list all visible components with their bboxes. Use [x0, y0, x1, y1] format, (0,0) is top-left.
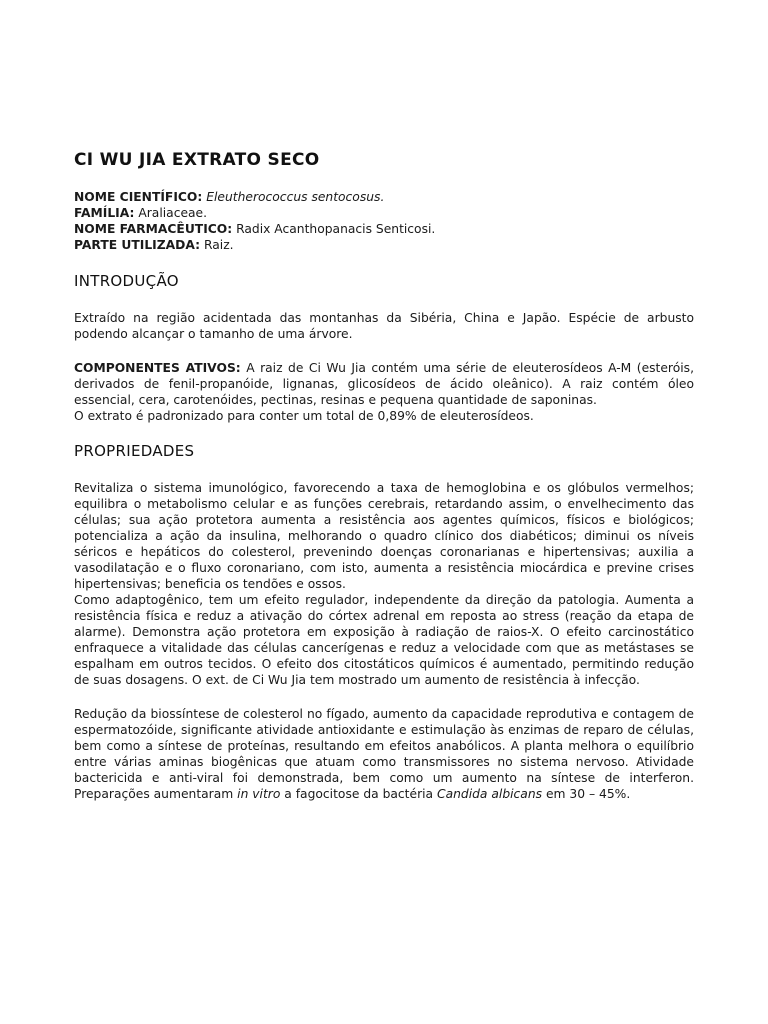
text-run-italic: Candida albicans — [436, 787, 543, 801]
text-run: a fagocitose da bactéria — [280, 787, 437, 801]
components-label: COMPONENTES ATIVOS: — [74, 361, 241, 375]
properties-heading: PROPRIEDADES — [74, 442, 195, 460]
meta-scientific-name — [74, 189, 694, 205]
properties-paragraph-1: Revitaliza o sistema imunológico, favorecendo a taxa de hemoglobina e os glóbulos vermelhos; equilibra o metabolismo celular e as funções cerebrais, retardando assim, o envelhecimento das células; sua ação protetora aumenta a resistência aos agentes químicos, físicos e biológicos; potencializa a ação da insulina, melhorando o quadro clínico dos diabéticos; diminui os níveis séricos e hepáticos do colesterol, prevenindo doenças coronarianas e hipertensivas; auxilia a vasodilatação e o fluxo coronariano, com isto, aumenta a resistência miocárdica e previne crises hipertensivas; beneficia os tendões e ossos. — [74, 481, 694, 591]
meta-label: NOME CIENTÍFICO: — [74, 190, 203, 204]
document-page — [74, 150, 694, 802]
meta-value: Eleutherococcus sentocosus. — [206, 190, 385, 204]
text-run-italic: in vitro — [237, 787, 281, 801]
intro-paragraph: Extraído na região acidentada das montanhas da Sibéria, China e Japão. Espécie de arbusto podendo alcançar o tamanho de uma árvore. — [74, 311, 694, 341]
meta-value: Radix Acanthopanacis Senticosi. — [236, 222, 436, 236]
meta-pharmaceutical-name — [74, 221, 694, 237]
metadata-block — [74, 189, 694, 253]
components-text: A raiz de Ci Wu Jia contém uma série de eleuterosídeos A-M (esteróis, derivados de fenil-propanóide, lignanas, glicosídeos de ácido oleânico). A raiz contém óleo essencial, cera, carotenóides, pectinas, resinas e pequena quantidade de saponinas. — [74, 361, 694, 407]
components-paragraph — [74, 360, 694, 408]
meta-label: PARTE UTILIZADA: — [74, 238, 201, 252]
meta-label: NOME FARMACÊUTICO: — [74, 222, 233, 236]
document-title: CI WU JIA EXTRATO SECO — [74, 150, 320, 170]
text-run: Redução da biossíntese de colesterol no fígado, aumento da capacidade reprodutiva e contagem de espermatozóide, significante atividade antioxidante e estimulação às enzimas de reparo de células, bem como a síntese de proteínas, resultando em efeitos anabólicos. A planta melhora o equilíbrio entre várias aminas biogênicas que atuam como transmissores no sistema nervoso. Atividade bactericida e anti-viral foi demonstrada, bem como um aumento na síntese de interferon. Preparações aumentaram — [74, 707, 694, 801]
text-run: em 30 – 45%. — [542, 787, 631, 801]
standardization-paragraph: O extrato é padronizado para conter um total de 0,89% de eleuterosídeos. — [74, 409, 534, 423]
properties-paragraph-3 — [74, 706, 694, 802]
meta-value: Raiz. — [203, 238, 234, 252]
properties-paragraph-2: Como adaptogênico, tem um efeito regulador, independente da direção da patologia. Aumenta a resistência física e reduz a ativação do córtex adrenal em reposta ao stress (reação da etapa de alarme). Demonstra ação protetora em exposição à radiação de raios-X. O efeito carcinostático enfraquece a vitalidade das células cancerígenas e reduz a velocidade com que as metástases se espalham em outros tecidos. O efeito dos citostáticos químicos é aumentado, permitindo redução de suas dosagens. O ext. de Ci Wu Jia tem mostrado um aumento de resistência à infecção. — [74, 593, 694, 687]
intro-heading: INTRODUÇÃO — [74, 272, 179, 290]
meta-family — [74, 205, 694, 221]
meta-value: Araliaceae. — [138, 206, 208, 220]
meta-part-used — [74, 237, 694, 253]
meta-label: FAMÍLIA: — [74, 206, 135, 220]
